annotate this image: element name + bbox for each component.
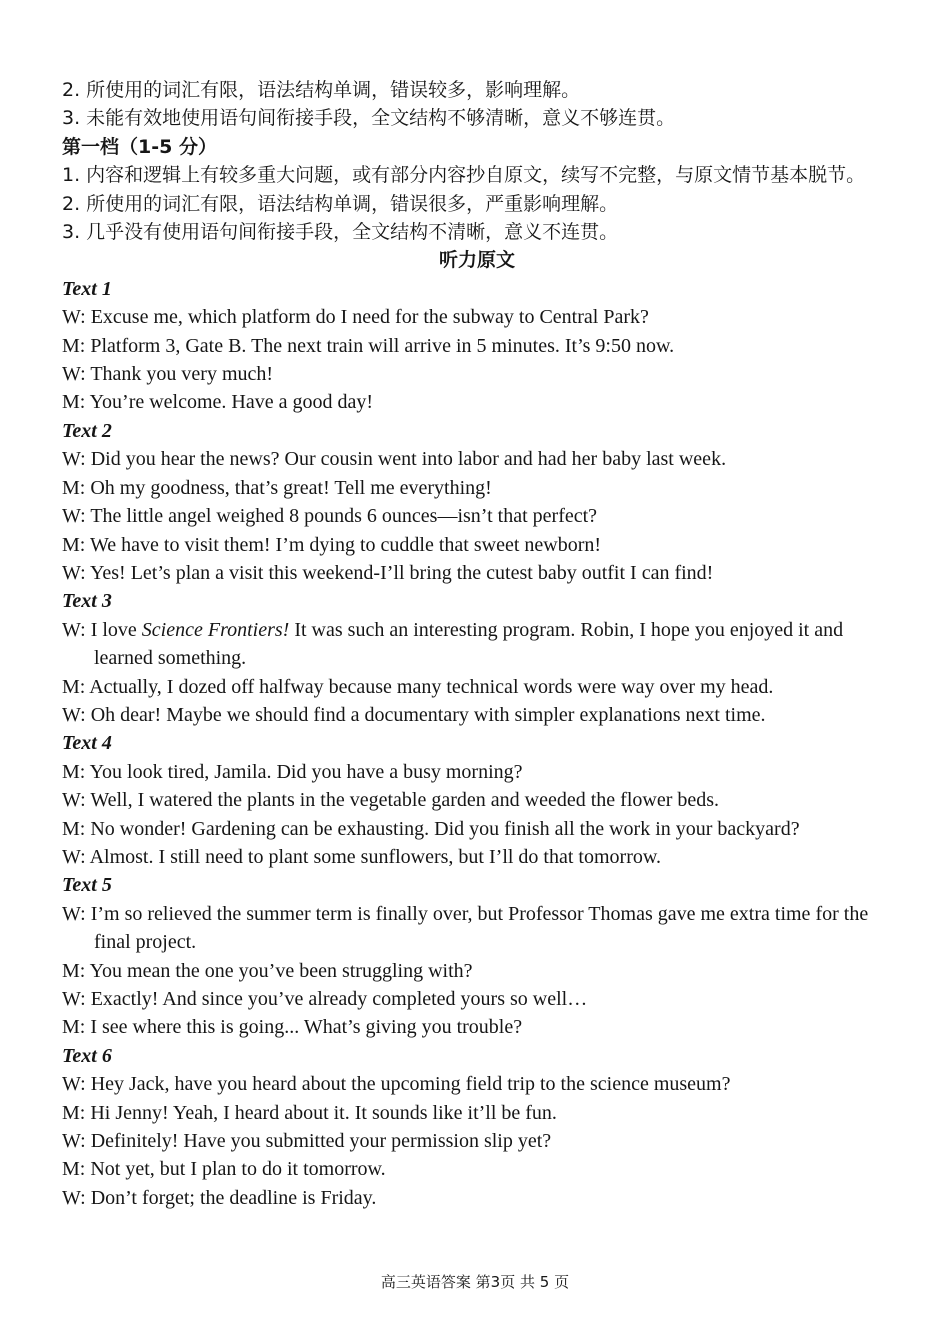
dialogue-line: M: Not yet, but I plan to do it tomorrow. [62, 1158, 386, 1181]
dialogue-line: M: You look tired, Jamila. Did you have a busy morning? [62, 760, 523, 783]
dialogue-line: M: Oh my goodness, that’s great! Tell me everything! [62, 476, 492, 499]
dialogue-line: W: Thank you very much! [62, 363, 274, 386]
page-content [62, 76, 892, 1212]
dialogue-line: M: No wonder! Gardening can be exhausting. Did you finish all the work in your backyard? [62, 817, 800, 840]
text-heading: Text 6 [62, 1044, 112, 1067]
dialogue-line: W: Oh dear! Maybe we should find a documentary with simpler explanations next time. [62, 703, 766, 726]
rubric-item: 2. 所使用的词汇有限，语法结构单调，错误很多，严重影响理解。 [62, 192, 619, 215]
dialogue-line: W: Almost. I still need to plant some sunflowers, but I’ll do that tomorrow. [62, 845, 661, 868]
dialogue-line: M: Hi Jenny! Yeah, I heard about it. It sounds like it’ll be fun. [62, 1101, 557, 1124]
dialogue-line: W: Hey Jack, have you heard about the upcoming field trip to the science museum? [62, 1073, 731, 1096]
text-heading: Text 5 [62, 874, 112, 897]
transcript-title: 听力原文 [438, 249, 515, 272]
dialogue-line: M: You mean the one you’ve been struggling with? [62, 959, 473, 982]
dialogue-line: W: Exactly! And since you’ve already completed yours so well… [62, 988, 588, 1010]
dialogue-line: M: Actually, I dozed off halfway because many technical words were way over my head. [62, 675, 774, 698]
text-heading: Text 1 [62, 277, 112, 300]
dialogue-line: W: The little angel weighed 8 pounds 6 ounces—isn’t that perfect? [62, 505, 598, 528]
dialogue-text: W: I love [62, 618, 142, 641]
rubric-item: 3. 几乎没有使用语句间衔接手段，全文结构不清晰，意义不连贯。 [62, 221, 619, 244]
dialogue-line: M: Platform 3, Gate B. The next train will arrive in 5 minutes. It’s 9:50 now. [62, 334, 675, 357]
dialogue-line: W: I’m so relieved the summer term is finally over, but Professor Thomas gave me extra time for the final project. [62, 902, 869, 954]
text-heading: Text 4 [62, 732, 112, 755]
rubric-item: 1. 内容和逻辑上有较多重大问题，或有部分内容抄自原文，续写不完整，与原文情节基本脱节。 [62, 164, 866, 187]
dialogue-line: W: Well, I watered the plants in the vegetable garden and weeded the flower beds. [62, 789, 720, 812]
dialogue-line [62, 616, 892, 673]
dialogue-line: W: Yes! Let’s plan a visit this weekend-I’ll bring the cutest baby outfit I can find! [62, 561, 714, 584]
dialogue-line: M: You’re welcome. Have a good day! [62, 391, 374, 414]
dialogue-line: W: Did you hear the news? Our cousin went into labor and had her baby last week. [62, 448, 727, 471]
rubric-item: 3. 未能有效地使用语句间衔接手段，全文结构不够清晰，意义不够连贯。 [62, 107, 676, 130]
rubric-level-title: 第一档（1-5 分） [62, 135, 217, 158]
text-heading: Text 3 [62, 590, 112, 613]
rubric-item: 2. 所使用的词汇有限，语法结构单调，错误较多，影响理解。 [62, 79, 581, 101]
text-heading: Text 2 [62, 419, 112, 442]
page-footer: 高三英语答案 第3页 共 5 页 [380, 1273, 570, 1291]
dialogue-text: It was such an interesting program. Robin, I hope you enjoyed it and learned something. [94, 618, 844, 670]
dialogue-line: M: I see where this is going... What’s giving you trouble? [62, 1016, 523, 1039]
dialogue-line: M: We have to visit them! I’m dying to cuddle that sweet newborn! [62, 533, 602, 556]
program-title: Science Frontiers! [141, 618, 290, 641]
dialogue-line: W: Definitely! Have you submitted your permission slip yet? [62, 1130, 552, 1153]
dialogue-line: W: Excuse me, which platform do I need for the subway to Central Park? [62, 306, 649, 329]
dialogue-line: W: Don’t forget; the deadline is Friday. [62, 1186, 377, 1209]
